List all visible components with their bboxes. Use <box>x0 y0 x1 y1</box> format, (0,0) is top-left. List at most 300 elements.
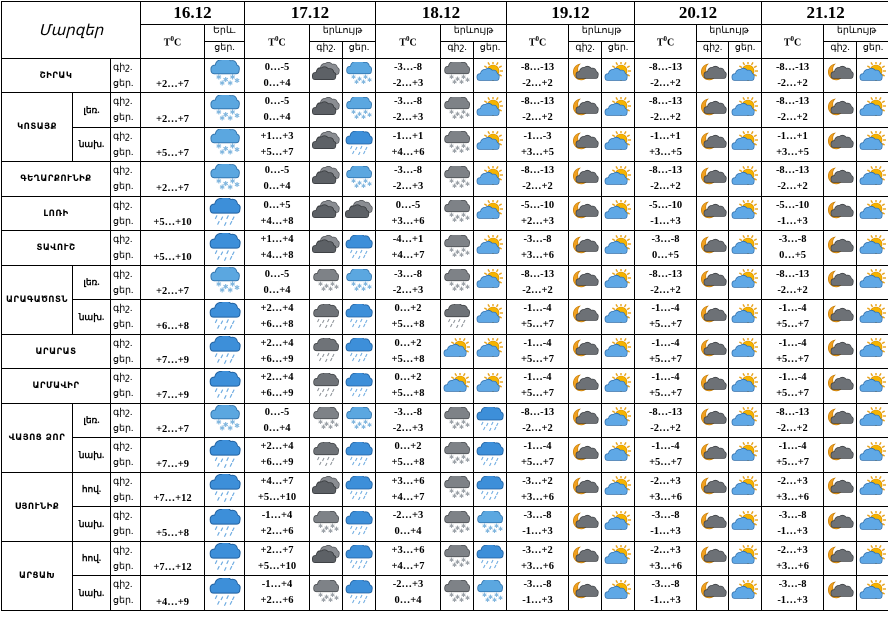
day-weather-cell <box>857 59 888 93</box>
svg-text:✱: ✱ <box>229 419 235 427</box>
night-label: գիշ. <box>113 163 140 179</box>
night-weather-cell <box>824 576 857 611</box>
day-temperature: +5…+7 <box>245 145 309 161</box>
temperature-range <box>762 266 824 300</box>
night-weather-cell <box>569 197 602 231</box>
day-weather-cell <box>857 438 888 473</box>
weather-column-header: երևույթ <box>310 25 376 42</box>
night-temperature: -3…-8 <box>762 577 823 593</box>
day-temperature: +6…+9 <box>245 352 309 368</box>
snow-grey-icon <box>443 78 471 89</box>
sun-cloud-icon <box>476 354 504 365</box>
temperature-range <box>507 404 569 438</box>
temperature-range <box>635 300 697 335</box>
temp-label: T <box>164 37 171 48</box>
table-row <box>2 542 888 576</box>
day-temperature: +6…+9 <box>245 386 309 402</box>
svg-text:✱: ✱ <box>234 146 240 154</box>
day-temperature: +5…+8 <box>376 386 440 402</box>
rain-icon <box>476 492 504 503</box>
night-temperature: -1…-4 <box>635 439 696 455</box>
temperature-range <box>507 231 569 266</box>
svg-text:✱: ✱ <box>321 597 326 604</box>
day-weather-cell <box>602 576 635 611</box>
sun-cloud-icon <box>731 389 759 400</box>
snow-grey-icon <box>443 182 471 193</box>
sun-cloud-icon <box>604 320 632 331</box>
temperature-range <box>762 542 824 576</box>
day-night-labels <box>111 404 141 438</box>
weather-cell <box>205 507 245 542</box>
moon-cloud-icon <box>699 320 727 331</box>
svg-text:✱: ✱ <box>455 490 460 497</box>
day-weather-cell <box>343 369 376 404</box>
day-temperature: -1…+3 <box>762 214 823 230</box>
day-temperature: 0…+4 <box>376 524 440 540</box>
temperature-range <box>376 300 441 335</box>
night-label: գիշ. <box>113 508 140 524</box>
night-temperature: -8…-13 <box>507 163 568 179</box>
temperature-range <box>376 231 441 266</box>
moon-cloud-icon <box>826 320 854 331</box>
night-temperature: -1…-4 <box>507 301 568 317</box>
temperature-range <box>635 335 697 369</box>
day-temperature: -1…+3 <box>507 524 568 540</box>
day-weather-cell <box>602 438 635 473</box>
night-label: գիշ. <box>113 405 140 421</box>
night-weather-cell <box>310 231 343 266</box>
day-weather-cell <box>343 300 376 335</box>
day-temperature: +4…+7 <box>376 248 440 264</box>
cloudy-icon <box>312 182 340 193</box>
temperature-value: +7…+12 <box>141 473 205 507</box>
region-name: ՇԻՐԱԿ <box>2 59 111 93</box>
day-night-labels <box>111 59 141 93</box>
day-temperature: -2…+2 <box>507 76 568 92</box>
weather-column-header: երևույթ <box>569 25 635 42</box>
temperature-value: +5…+10 <box>141 197 205 231</box>
svg-text:✱: ✱ <box>222 180 228 188</box>
svg-text:✱: ✱ <box>452 424 457 431</box>
svg-text:✱: ✱ <box>321 424 326 431</box>
svg-text:✱: ✱ <box>215 74 221 82</box>
svg-text:✱: ✱ <box>452 493 457 500</box>
night-weather-cell <box>697 197 729 231</box>
day-night-labels <box>111 576 141 611</box>
region-name: ՍՅՈՒՆԻՔ <box>2 473 73 542</box>
day-weather-cell <box>857 231 888 266</box>
weather-cell <box>205 438 245 473</box>
day-temperature: +5…+10 <box>245 559 309 575</box>
day-weather-cell <box>857 576 888 611</box>
temperature-range <box>507 300 569 335</box>
day-temperature: -2…+2 <box>635 179 696 195</box>
night-temperature: -3…-8 <box>507 232 568 248</box>
date-header: 20.12 <box>635 2 762 25</box>
sun-cloud-icon <box>604 354 632 365</box>
rain-icon <box>209 563 241 574</box>
snow-grey-icon <box>312 423 340 434</box>
sun-cloud-icon <box>604 492 632 503</box>
table-row <box>2 128 888 162</box>
night-temperature: 0…+2 <box>376 301 440 317</box>
table-row <box>2 93 888 128</box>
weather-column-header: Երև. <box>205 25 245 42</box>
night-weather-cell <box>697 507 729 542</box>
temp-degree: 0 <box>791 35 795 43</box>
sun-cloud-icon <box>443 354 471 365</box>
temperature-range <box>376 162 441 197</box>
subregion-label: լեռ. <box>73 404 111 438</box>
night-temperature: -3…-8 <box>507 577 568 593</box>
moon-cloud-icon <box>571 354 599 365</box>
svg-text:✱: ✱ <box>498 526 503 533</box>
night-temperature: -8…-13 <box>762 163 823 179</box>
temperature-range <box>507 128 569 162</box>
snow-icon <box>209 184 241 195</box>
svg-text:✱: ✱ <box>354 183 359 190</box>
svg-text:✱: ✱ <box>361 286 366 293</box>
night-weather-cell <box>697 473 729 507</box>
sun-cloud-icon <box>604 78 632 89</box>
rain-icon <box>209 598 241 609</box>
day-column-header: ցեր. <box>857 42 888 59</box>
svg-text:✱: ✱ <box>354 424 359 431</box>
region-name: ՏԱՎՈՒՇ <box>2 231 111 266</box>
night-weather-cell <box>310 266 343 300</box>
day-weather-cell <box>602 404 635 438</box>
moon-cloud-icon <box>699 389 727 400</box>
night-weather-cell <box>310 404 343 438</box>
svg-text:✱: ✱ <box>452 459 457 466</box>
day-temperature: +5…+7 <box>762 352 823 368</box>
svg-text:✱: ✱ <box>318 419 323 426</box>
sun-cloud-icon <box>859 596 887 607</box>
day-weather-cell <box>343 542 376 576</box>
night-weather-cell <box>310 473 343 507</box>
table-row <box>2 473 888 507</box>
night-weather-cell <box>697 438 729 473</box>
day-weather-cell <box>343 335 376 369</box>
snow-icon <box>209 115 241 126</box>
day-temperature: -2…+2 <box>635 283 696 299</box>
svg-text:✱: ✱ <box>461 488 466 495</box>
temperature-range <box>245 369 310 404</box>
svg-text:✱: ✱ <box>455 594 460 601</box>
night-label: գիշ. <box>113 267 140 283</box>
night-weather-cell <box>441 542 474 576</box>
sun-cloud-icon <box>604 458 632 469</box>
snow-icon <box>345 113 373 124</box>
svg-text:✱: ✱ <box>361 114 366 121</box>
temperature-range <box>635 231 697 266</box>
day-weather-cell <box>343 507 376 542</box>
snow-icon <box>209 425 241 436</box>
rain-icon <box>476 458 504 469</box>
temperature-column-header <box>141 25 205 59</box>
night-temperature: -1…-4 <box>635 370 696 386</box>
night-temperature: -1…+1 <box>635 129 696 145</box>
svg-text:✱: ✱ <box>449 212 454 219</box>
day-temperature: +6…+9 <box>245 455 309 471</box>
svg-text:✱: ✱ <box>215 177 221 185</box>
sun-cloud-icon <box>731 458 759 469</box>
date-header: 18.12 <box>376 2 507 25</box>
night-weather-cell <box>569 266 602 300</box>
day-temperature: -2…+2 <box>762 421 823 437</box>
rain-icon <box>345 354 373 365</box>
day-temperature: +5…+7 <box>762 317 823 333</box>
night-temperature: 0…+2 <box>376 370 440 386</box>
day-weather-cell <box>857 335 888 369</box>
day-weather-cell <box>857 507 888 542</box>
region-name: ԱՐՑԱԽ <box>2 542 73 611</box>
svg-text:✱: ✱ <box>361 424 366 431</box>
night-weather-cell <box>697 335 729 369</box>
weather-column-header: երևույթ <box>824 25 888 42</box>
night-column-header: գիշ. <box>824 42 857 59</box>
night-weather-cell <box>310 197 343 231</box>
moon-cloud-icon <box>826 561 854 572</box>
night-temperature: -3…-8 <box>635 508 696 524</box>
moon-cloud-icon <box>826 216 854 227</box>
day-temperature: 0…+4 <box>245 110 309 126</box>
night-weather-cell <box>569 404 602 438</box>
weather-cell <box>205 197 245 231</box>
moon-cloud-icon <box>699 458 727 469</box>
night-weather-cell <box>697 231 729 266</box>
day-temperature: +2…+6 <box>245 593 309 609</box>
night-temperature: -8…-13 <box>635 267 696 283</box>
svg-text:✱: ✱ <box>465 112 470 119</box>
temperature-range <box>245 162 310 197</box>
temp-label: T <box>268 37 275 48</box>
day-night-labels <box>111 93 141 128</box>
rain-icon <box>209 494 241 505</box>
night-weather-cell <box>824 438 857 473</box>
temperature-range <box>507 59 569 93</box>
rain-icon <box>209 391 241 402</box>
night-temperature: 0…-5 <box>245 60 309 76</box>
svg-text:✱: ✱ <box>324 594 329 601</box>
day-weather-cell <box>343 404 376 438</box>
day-temperature: -2…+2 <box>762 110 823 126</box>
day-weather-cell <box>729 576 762 611</box>
night-temperature: -1…-3 <box>507 129 568 145</box>
night-temperature: -1…+1 <box>762 129 823 145</box>
day-temperature: 0…+4 <box>376 593 440 609</box>
svg-text:✱: ✱ <box>234 284 240 292</box>
temp-unit: C <box>278 37 285 48</box>
svg-text:✱: ✱ <box>357 111 362 118</box>
day-temperature: +5…+7 <box>507 455 568 471</box>
night-weather-cell <box>310 162 343 197</box>
night-weather-cell <box>441 507 474 542</box>
weather-cell <box>205 542 245 576</box>
sun-cloud-icon <box>859 147 887 158</box>
day-weather-cell <box>474 128 507 162</box>
cloudy-icon <box>312 492 340 503</box>
day-column-header: ցեր. <box>205 42 245 59</box>
sun-cloud-icon <box>731 354 759 365</box>
table-row <box>2 300 888 335</box>
day-weather-cell <box>602 473 635 507</box>
day-night-labels <box>111 162 141 197</box>
temperature-range <box>507 438 569 473</box>
day-temperature: +4…+7 <box>376 490 440 506</box>
day-weather-cell <box>857 197 888 231</box>
moon-cloud-icon <box>571 320 599 331</box>
day-label: ցեր. <box>113 145 140 161</box>
svg-text:✱: ✱ <box>222 421 228 429</box>
svg-text:✱: ✱ <box>461 592 466 599</box>
svg-text:✱: ✱ <box>459 217 464 224</box>
svg-text:✱: ✱ <box>219 114 225 122</box>
night-temperature: -2…+3 <box>376 508 440 524</box>
svg-text:✱: ✱ <box>465 422 470 429</box>
sun-cloud-icon <box>859 251 887 262</box>
weather-cell <box>205 369 245 404</box>
day-temperature: 0…+4 <box>245 76 309 92</box>
svg-text:✱: ✱ <box>351 74 356 81</box>
night-weather-cell <box>310 438 343 473</box>
table-row <box>2 576 888 611</box>
night-weather-cell <box>569 576 602 611</box>
day-weather-cell <box>729 542 762 576</box>
temperature-range <box>245 300 310 335</box>
day-weather-cell <box>729 162 762 197</box>
night-weather-cell <box>697 369 729 404</box>
svg-text:✱: ✱ <box>461 74 466 81</box>
weather-cell <box>205 231 245 266</box>
night-weather-cell <box>441 576 474 611</box>
sun-cloud-icon <box>604 596 632 607</box>
night-temperature: -1…+1 <box>376 129 440 145</box>
rain-icon <box>345 147 373 158</box>
weather-column-header: երևույթ <box>441 25 507 42</box>
night-weather-cell <box>569 335 602 369</box>
svg-text:✱: ✱ <box>334 422 339 429</box>
svg-text:✱: ✱ <box>482 523 487 530</box>
sun-cloud-icon <box>859 320 887 331</box>
day-weather-cell <box>343 438 376 473</box>
night-weather-cell <box>569 507 602 542</box>
night-weather-cell <box>824 266 857 300</box>
sun-cloud-icon <box>731 78 759 89</box>
moon-cloud-icon <box>826 596 854 607</box>
night-temperature: +2…+4 <box>245 336 309 352</box>
temperature-range <box>245 93 310 128</box>
day-label: ցեր. <box>113 352 140 368</box>
night-weather-cell <box>569 438 602 473</box>
night-temperature: -5…-10 <box>507 198 568 214</box>
night-temperature: -2…+3 <box>635 543 696 559</box>
temp-unit: C <box>174 37 181 48</box>
night-temperature: +2…+7 <box>245 543 309 559</box>
day-temperature: +5…+8 <box>376 317 440 333</box>
night-weather-cell <box>824 507 857 542</box>
temperature-range <box>635 404 697 438</box>
night-label: գիշ. <box>113 577 140 593</box>
day-weather-cell <box>602 542 635 576</box>
svg-text:✱: ✱ <box>449 143 454 150</box>
rain-icon <box>209 356 241 367</box>
temperature-range <box>245 542 310 576</box>
rain-icon <box>209 218 241 229</box>
temperature-value: +2…+7 <box>141 404 205 438</box>
night-weather-cell <box>697 404 729 438</box>
night-column-header: գիշ. <box>310 42 343 59</box>
sun-cloud-icon <box>731 527 759 538</box>
day-label: ցեր. <box>113 76 140 92</box>
moon-cloud-icon <box>699 354 727 365</box>
date-header: 19.12 <box>507 2 635 25</box>
temperature-range <box>635 369 697 404</box>
subregion-label: լեռ. <box>73 93 111 128</box>
svg-text:✱: ✱ <box>461 523 466 530</box>
cloudy-icon <box>312 251 340 262</box>
day-temperature: -2…+3 <box>376 179 440 195</box>
svg-text:✱: ✱ <box>485 597 490 604</box>
day-night-labels <box>111 473 141 507</box>
temperature-value: +7…+12 <box>141 542 205 576</box>
day-temperature: -2…+2 <box>762 179 823 195</box>
night-label: գիշ. <box>113 60 140 76</box>
svg-text:✱: ✱ <box>321 286 326 293</box>
temperature-range <box>507 507 569 542</box>
day-temperature: +5…+7 <box>507 352 568 368</box>
temperature-range <box>507 473 569 507</box>
weather-cell <box>205 576 245 611</box>
temperature-range <box>635 59 697 93</box>
temperature-range <box>376 576 441 611</box>
svg-text:✱: ✱ <box>449 178 454 185</box>
date-header: 16.12 <box>141 2 245 25</box>
day-night-labels <box>111 197 141 231</box>
sun-cloud-icon <box>731 423 759 434</box>
day-temperature: +5…+8 <box>376 352 440 368</box>
day-weather-cell <box>857 473 888 507</box>
temperature-range <box>762 473 824 507</box>
svg-text:✱: ✱ <box>227 424 233 432</box>
rain-grey-icon <box>443 320 471 331</box>
snow-grey-icon <box>443 216 471 227</box>
night-weather-cell <box>824 93 857 128</box>
temperature-range <box>507 576 569 611</box>
night-weather-cell <box>569 542 602 576</box>
temperature-range <box>376 473 441 507</box>
night-label: գիշ. <box>113 198 140 214</box>
temperature-range <box>376 197 441 231</box>
temperature-range <box>245 438 310 473</box>
moon-cloud-icon <box>826 182 854 193</box>
svg-text:✱: ✱ <box>461 247 466 254</box>
night-temperature: 0…-5 <box>245 94 309 110</box>
night-temperature: -2…+3 <box>376 577 440 593</box>
svg-text:✱: ✱ <box>459 459 464 466</box>
snow-grey-icon <box>443 492 471 503</box>
temp-degree: 0 <box>275 35 279 43</box>
svg-text:✱: ✱ <box>318 592 323 599</box>
day-temperature: -1…+3 <box>507 593 568 609</box>
day-weather-cell <box>474 335 507 369</box>
weather-column-header: երևույթ <box>697 25 762 42</box>
svg-text:✱: ✱ <box>222 145 228 153</box>
temperature-range <box>507 542 569 576</box>
sun-cloud-icon <box>476 182 504 193</box>
svg-text:✱: ✱ <box>465 146 470 153</box>
weather-cell <box>205 300 245 335</box>
